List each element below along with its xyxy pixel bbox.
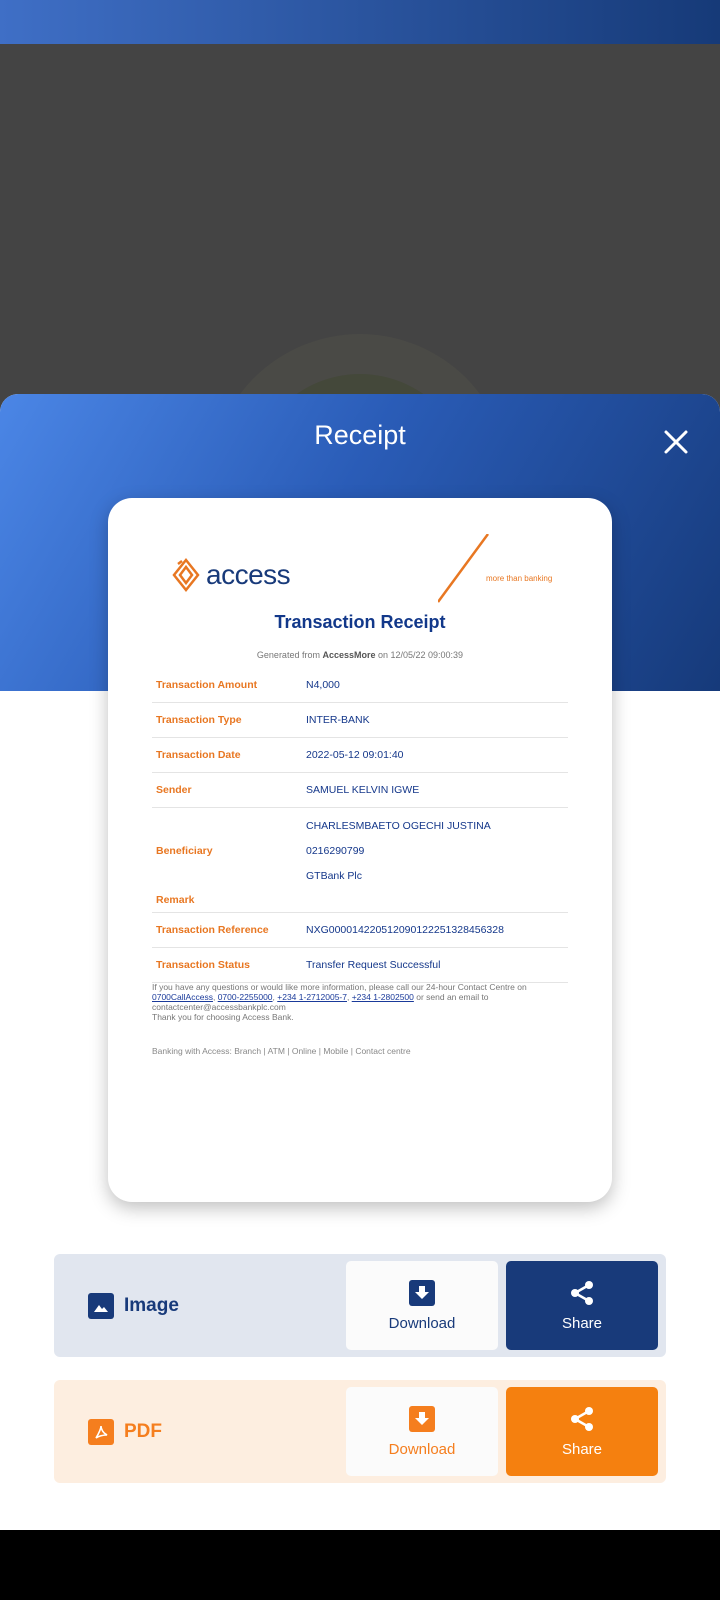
row-value: INTER-BANK bbox=[306, 714, 370, 726]
share-icon bbox=[568, 1279, 596, 1307]
row-value: SAMUEL KELVIN IGWE bbox=[306, 784, 420, 796]
table-row bbox=[152, 738, 568, 773]
download-icon bbox=[408, 1405, 436, 1433]
sheet-title: Receipt bbox=[314, 420, 406, 450]
access-logo bbox=[172, 558, 290, 592]
brand-name: access bbox=[206, 559, 291, 590]
phone-link[interactable]: 0700-2255000 bbox=[217, 992, 273, 1002]
beneficiary-account: 0216290799 bbox=[306, 845, 365, 857]
tagline: more than banking bbox=[486, 574, 553, 583]
generated-note: Generated from AccessMore on 12/05/22 09:00:39 bbox=[256, 650, 464, 660]
row-label: Sender bbox=[156, 784, 192, 796]
receipt-title: Transaction Receipt bbox=[274, 612, 446, 632]
row-label: Transaction Amount bbox=[156, 679, 258, 691]
row-label: Beneficiary bbox=[156, 845, 213, 857]
receipt-details-table bbox=[152, 668, 568, 983]
access-diamond-icon bbox=[172, 558, 200, 592]
beneficiary-bank: GTBank Plc bbox=[306, 870, 363, 882]
close-button[interactable] bbox=[656, 422, 696, 462]
image-label: Image bbox=[88, 1254, 179, 1357]
navigation-bar bbox=[0, 1530, 720, 1600]
image-icon bbox=[88, 1293, 114, 1319]
image-export-row bbox=[54, 1254, 666, 1357]
row-value: NXG000014220512090122251328456328 bbox=[306, 924, 504, 936]
contact-footer: If you have any questions or would like more information, please call our 24-hour Contact Centre on 0700CallAccess, 0700-2255000, +234 1-2712005-7, +234 1-2802500 or send an email to contactcenter@accessbankplc.com Thank you for choosing Access Bank. bbox=[152, 982, 527, 1022]
phone-link[interactable]: 0700CallAccess bbox=[152, 992, 213, 1002]
share-icon bbox=[568, 1405, 596, 1433]
email-link[interactable]: contactcenter@accessbankplc.com bbox=[152, 1002, 286, 1012]
row-label: Transaction Date bbox=[156, 749, 241, 761]
table-row bbox=[152, 773, 568, 808]
tagline-swoosh-icon bbox=[438, 534, 558, 604]
table-row bbox=[152, 703, 568, 738]
download-icon bbox=[408, 1279, 436, 1307]
pdf-download-button[interactable]: Download bbox=[346, 1387, 498, 1476]
beneficiary-row bbox=[152, 808, 568, 894]
pdf-export-row bbox=[54, 1380, 666, 1483]
beneficiary-details bbox=[306, 820, 568, 882]
phone-link[interactable]: +234 1-2802500 bbox=[351, 992, 414, 1002]
banking-channels: Banking with Access: Branch | ATM | Online | Mobile | Contact centre bbox=[152, 1046, 411, 1056]
receipt-preview bbox=[108, 498, 612, 1202]
image-download-button[interactable]: Download bbox=[346, 1261, 498, 1350]
row-label: Transaction Type bbox=[156, 714, 242, 726]
row-value: Transfer Request Successful bbox=[306, 959, 441, 971]
receipt-sheet bbox=[0, 394, 720, 1530]
dimmed-background bbox=[0, 44, 720, 444]
row-label: Remark bbox=[156, 894, 195, 906]
table-row bbox=[152, 913, 568, 948]
row-value: 2022-05-12 09:01:40 bbox=[306, 749, 404, 761]
status-bar bbox=[0, 0, 720, 44]
pdf-share-button[interactable]: Share bbox=[506, 1387, 658, 1476]
image-share-button[interactable]: Share bbox=[506, 1261, 658, 1350]
close-icon bbox=[663, 429, 689, 455]
remark-row bbox=[152, 894, 568, 913]
phone-link[interactable]: +234 1-2712005-7 bbox=[277, 992, 347, 1002]
pdf-icon bbox=[88, 1419, 114, 1445]
pdf-label: PDF bbox=[88, 1380, 162, 1483]
row-value: N4,000 bbox=[306, 679, 340, 691]
beneficiary-name: CHARLESMBAETO OGECHI JUSTINA bbox=[306, 820, 491, 832]
table-row bbox=[152, 668, 568, 703]
row-label: Transaction Reference bbox=[156, 924, 269, 936]
table-row bbox=[152, 948, 568, 983]
row-label: Transaction Status bbox=[156, 959, 250, 971]
